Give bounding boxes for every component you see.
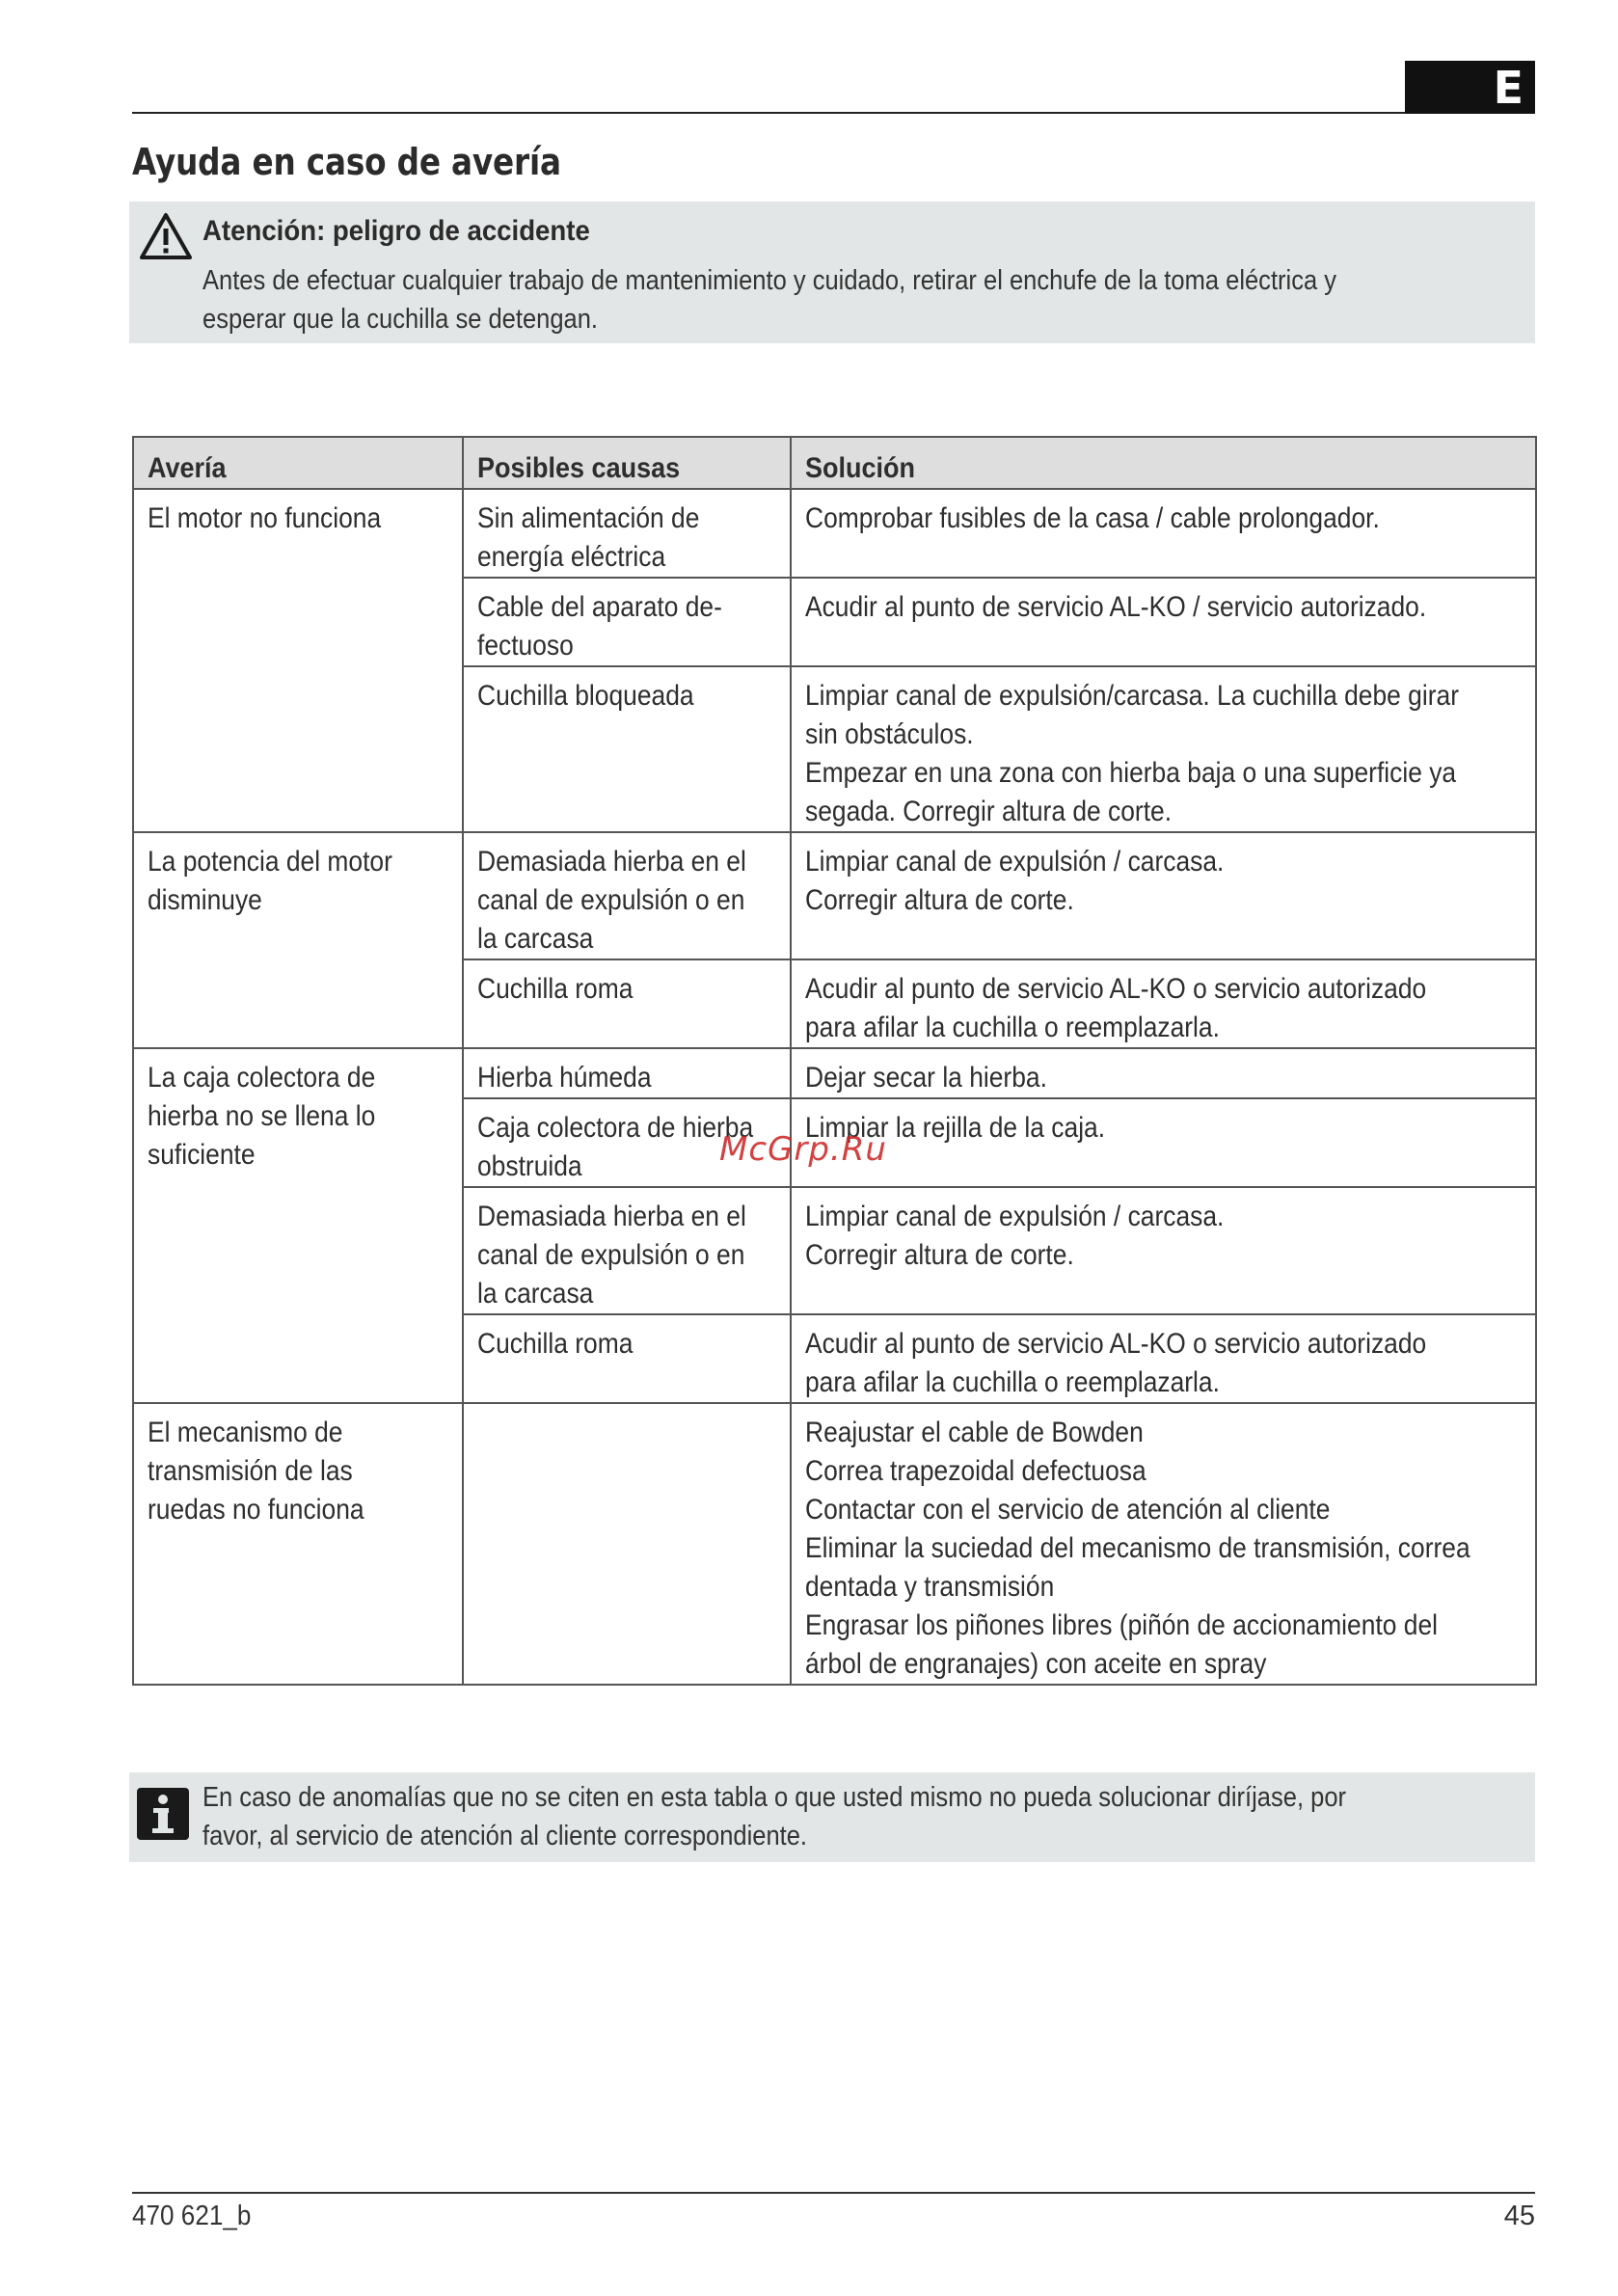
solution-text-line: Limpiar la rejilla de la caja. [805,1112,1106,1144]
fault-cell [133,1403,463,1685]
solution-text-line: Corregir altura de corte. [805,1239,1074,1271]
solution-text-line: Corregir altura de corte. [805,884,1074,916]
cause-text-line: Caja colectora de hierba [477,1112,754,1144]
fault-text-line: hierba no se llena lo [148,1100,376,1132]
info-icon [135,1786,191,1842]
cause-text-line: canal de expulsión o en [477,1239,745,1271]
solution-text-line: Comprobar fusibles de la casa / cable prolongador. [805,502,1380,534]
cause-text-line: Cuchilla bloqueada [477,680,694,712]
solution-cell [791,959,1536,1048]
solution-text-line: Acudir al punto de servicio AL-KO o servicio autorizado [805,1328,1427,1360]
table-body [133,489,1536,1685]
cause-text-line: energía eléctrica [477,541,666,573]
solution-text-line: Limpiar canal de expulsión/carcasa. La cuchilla debe girar [805,680,1459,712]
solution-cell [791,1048,1536,1098]
cause-cell [463,959,791,1048]
solution-cell [791,832,1536,959]
solution-text-line: Dejar secar la hierba. [805,1062,1047,1094]
solution-text-line: Empezar en una zona con hierba baja o una superficie ya [805,757,1457,789]
solution-text-line: Limpiar canal de expulsión / carcasa. [805,846,1225,878]
footer-rule [132,2192,1535,2194]
language-tab: E [1405,61,1535,114]
table-row [133,832,1536,959]
warning-line: Antes de efectuar cualquier trabajo de mantenimiento y cuidado, retirar el enchufe de la toma eléctrica y [202,265,1337,296]
info-text [202,1778,1475,1855]
cause-text-line: Demasiada hierba en el [477,1201,746,1232]
solution-text-line: para afilar la cuchilla o reemplazarla. [805,1012,1220,1043]
warning-heading: Atención: peligro de accidente [202,215,590,247]
solution-text-line: Acudir al punto de servicio AL-KO / servicio autorizado. [805,591,1427,623]
warning-line: esperar que la cuchilla se detengan. [202,304,599,335]
page-title: Ayuda en caso de avería [132,141,561,183]
solution-text-line: Limpiar canal de expulsión / carcasa. [805,1201,1225,1232]
solution-cell [791,489,1536,578]
cause-text-line: la carcasa [477,923,594,955]
cause-text-line: Cuchilla roma [477,973,634,1005]
cause-text-line: Demasiada hierba en el [477,846,746,878]
solution-cell [791,1187,1536,1314]
fault-text-line: disminuye [148,884,262,916]
cause-cell [463,489,791,578]
column-header-causes: Posibles causas [463,437,791,489]
solution-text-line: Acudir al punto de servicio AL-KO o servicio autorizado [805,973,1427,1005]
table-row [133,1403,1536,1685]
solution-text-line: para afilar la cuchilla o reemplazarla. [805,1366,1220,1398]
cause-cell [463,1048,791,1098]
fault-cell [133,832,463,1048]
cause-cell [463,578,791,666]
column-header-fault: Avería [133,437,463,489]
table-row [133,1048,1536,1098]
info-box [129,1772,1535,1862]
cause-cell [463,1314,791,1403]
cause-text-line: fectuoso [477,630,574,662]
solution-cell [791,1314,1536,1403]
fault-text-line: La potencia del motor [148,846,392,878]
fault-text-line: El motor no funciona [148,502,382,534]
solution-text-line: Engrasar los piñones libres (piñón de accionamiento del [805,1609,1438,1641]
solution-cell [791,1098,1536,1187]
cause-cell [463,832,791,959]
cause-text-line: Hierba húmeda [477,1062,652,1094]
solution-text-line: segada. Corregir altura de corte. [805,796,1173,827]
cause-text-line: Cable del aparato de- [477,591,722,623]
solution-text-line: Contactar con el servicio de atención al cliente [805,1494,1331,1526]
table-row [133,489,1536,578]
warning-text [202,261,1475,338]
fault-text-line: La caja colectora de [148,1062,376,1094]
header-rule [132,112,1535,114]
fault-text-line: ruedas no funciona [148,1494,364,1526]
info-line: favor, al servicio de atención al cliente correspondiente. [202,1821,808,1851]
cause-text-line: Cuchilla roma [477,1328,634,1360]
fault-text-line: transmisión de las [148,1455,353,1487]
page-number: 45 [1503,2201,1535,2231]
document-number: 470 621_b [132,2201,252,2231]
solution-text-line: Reajustar el cable de Bowden [805,1417,1144,1448]
solution-text-line: Eliminar la suciedad del mecanismo de transmisión, correa [805,1532,1470,1564]
cause-text-line: canal de expulsión o en [477,884,745,916]
fault-cell [133,489,463,832]
cause-text-line: obstruida [477,1150,582,1182]
solution-text-line: dentada y transmisión [805,1571,1055,1603]
cause-cell [463,666,791,832]
troubleshooting-table [132,436,1537,1686]
cause-text-line: la carcasa [477,1278,594,1310]
warning-box [129,202,1535,343]
info-line: En caso de anomalías que no se citen en esta tabla o que usted mismo no pueda solucionar diríjase, por [202,1782,1347,1813]
solution-text-line: Correa trapezoidal defectuosa [805,1455,1146,1487]
watermark: McGrp.Ru [719,1130,887,1169]
solution-cell [791,666,1536,832]
cause-cell [463,1187,791,1314]
cause-cell [463,1403,791,1685]
solution-text-line: árbol de engranajes) con aceite en spray [805,1648,1267,1680]
solution-cell [791,578,1536,666]
cause-text-line: Sin alimentación de [477,502,700,534]
fault-text-line: El mecanismo de [148,1417,343,1448]
solution-text-line: sin obstáculos. [805,718,974,750]
warning-triangle-icon [139,211,193,261]
table-header-row [133,437,1536,489]
fault-cell [133,1048,463,1403]
solution-cell [791,1403,1536,1685]
column-header-solution: Solución [791,437,1536,489]
fault-text-line: suficiente [148,1139,256,1171]
